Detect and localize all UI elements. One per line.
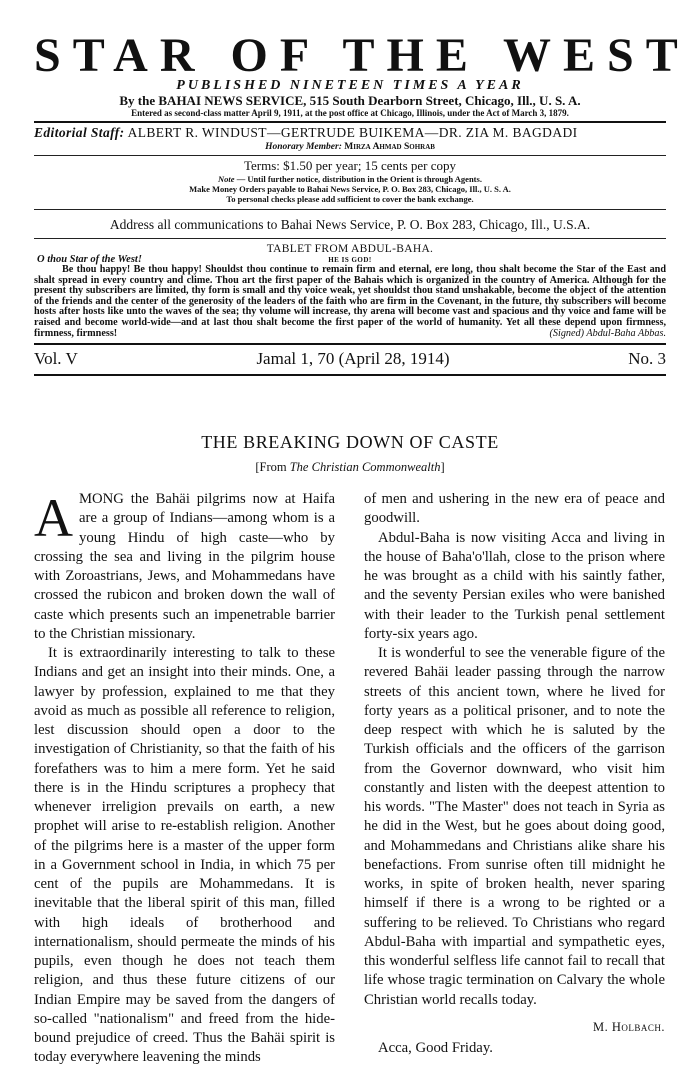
tablet-body xyxy=(34,265,666,339)
paragraph-4: It is wonderful to see the venerable figure of the revered Bahäi leader passing through the narrow streets of this ancient town, where he lived for forty years as a political prisoner, and to note the deep respect with which he is saluted by the Turkish officials and the officers of the garrison from the Governor downward, who visit him constantly and listen with the deepest attention to his words. "The Master" does not teach in Syria as he did in the West, but he goes about doing good, and Mohammedans and Christians alike share his benefactions. From sunrise often till midnight he works, in spite of broken health, never sparing himself if there is a wrong to be righted or a suffering to be relieved. To Christians who regard Abdul-Baha with impartial and sympathetic eyes, this wonderful selfless life cannot fail to recall that life whose tragic termination on Calvary the whole Christian world recalls today. xyxy=(364,645,665,1008)
paragraph-1 xyxy=(34,490,335,644)
check-note: To personal checks please add sufficient to cover the bank exchange. xyxy=(226,194,474,204)
divider xyxy=(34,374,666,376)
note-text: — Until further notice, distribution in the Orient is through Agents. xyxy=(234,174,482,184)
author-signature: M. Holbach. xyxy=(592,1019,665,1034)
tablet-title: TABLET FROM ABDUL-BAHA. xyxy=(266,243,434,255)
divider xyxy=(34,155,666,156)
issue-date: Jamal 1, 70 (April 28, 1914) xyxy=(256,349,450,368)
money-order-note: Make Money Orders payable to Bahai News Service, P. O. Box 283, Chicago, Ill., U. S. A. xyxy=(189,184,511,194)
divider xyxy=(34,209,666,210)
tablet-text: Be thou happy! Be thou happy! Shouldst thou continue to remain firm and eternal, ere long, thou shalt become the Star of the East and shalt spread in every country and clime. Thou art the first paper of the Bahais which is organized in the country of America. Although for the present thy subscribers are limited, thy form is small and thy voice weak, yet shouldst thou stand unshakable, become the object of the attention of the friends and the center of the generosity of the leaders of the faith who are firm in the Covenant, in the future, thy subscribers will become hosts after hosts like unto the waves of the sea; thy volume will increase, thy arena will become vast and spacious and thy voice and fame will be raised and become world-wide—and at last thou shalt become the first paper of the world of humanity. Yet all these depend upon firmness, firmness, firmness! xyxy=(34,264,666,339)
source-suffix: ] xyxy=(440,460,445,474)
issue-volume: Vol. V xyxy=(34,349,78,368)
address-line: Address all communications to Bahai News Service, P. O. Box 283, Chicago, Ill., U.S.A. xyxy=(109,217,591,232)
tablet-invocation: HE IS GOD! xyxy=(328,256,372,264)
paragraph-2-continued: of men and ushering in the new era of peace and goodwill. xyxy=(364,491,665,527)
dateline: Acca, Good Friday. xyxy=(378,1040,493,1056)
editorial-staff xyxy=(34,125,666,141)
tablet-salutation: O thou Star of the West! xyxy=(37,254,142,265)
divider xyxy=(34,238,666,239)
mailing-entry-notice: Entered as second-class matter April 9, 1911, at the post office at Chicago, Illinois, under the Act of March 3, 1879. xyxy=(131,108,569,118)
paragraph-1-text: MONG the Bahäi pilgrims now at Haifa are a group of Indians—among whom is a young Hindu of high caste—who by crossing the sea and living in the pilgrim house with Zoroastrians, Jews, and Mohammedans have crossed the rubicon and broken down the wall of caste which presents such an impenetrable barrier to the Christian missionary. xyxy=(34,491,335,642)
paragraph-3: Abdul-Baha is now visiting Acca and living in the house of Baha'o'llah, close to the prison where he was brought as a child with his saintly father, and the seventy Persian exiles who were banished with their leader to the Turkish penal settlement forty-six years ago. xyxy=(364,529,665,642)
editorial-staff-label: Editorial Staff: xyxy=(34,125,125,140)
article-column-right xyxy=(364,490,665,1058)
honorary-member-name: Mirza Ahmad Sohrab xyxy=(344,142,435,152)
issue-line xyxy=(34,349,666,369)
article-title: THE BREAKING DOWN OF CASTE xyxy=(201,432,499,452)
note-label: Note xyxy=(218,174,235,184)
honorary-member xyxy=(0,142,700,152)
masthead-subtitle: PUBLISHED NINETEEN TIMES A YEAR xyxy=(176,78,524,93)
subscription-terms: Terms: $1.50 per year; 15 cents per copy xyxy=(243,158,457,173)
source-prefix: [From xyxy=(255,460,290,474)
article-source xyxy=(0,460,700,475)
distribution-note xyxy=(0,174,700,184)
masthead-byline: By the BAHAI NEWS SERVICE, 515 South Dearborn Street, Chicago, Ill., U. S. A. xyxy=(119,93,581,108)
drop-cap: A xyxy=(34,488,73,548)
divider xyxy=(34,343,666,345)
divider xyxy=(34,121,666,123)
issue-number: No. 3 xyxy=(628,349,666,368)
article-column-left xyxy=(34,490,335,1068)
paragraph-2: It is extraordinarily interesting to talk to these Indians and get an insight into their minds. One, a lawyer by profession, explained to me that they avoid as much as possible all reference to religion, lest discussion should open a door to the investigation of Christianity, so that the faith of his forefathers was to him a mere form. Yet he said there is in the Hindu scriptures a prophecy that whenever irreligion prevails on earth, a new prophet will arise to re-establish religion. Another of the pilgrims here is a master of the upper form in a Government school in India, in which 75 per cent of the pupils are Mohammedans. It is inevitable that the liberal spirit of this man, filled with high ideals of brotherhood and internationalism, should permeate the minds of his pupils, even though he does not teach them religion, and thus these future citizens of our Indian Empire may be saved from the dangers of so-called "nationalism" and freed from the hide-bound prejudice of creed. Thus the Bahäi spirit is today everywhere leavening the minds xyxy=(34,645,335,1066)
editorial-staff-names: ALBERT R. WINDUST—GERTRUDE BUIKEMA—DR. ZIA M. BAGDADI xyxy=(127,125,578,140)
masthead-title: STAR OF THE WEST xyxy=(34,29,690,82)
tablet-signature: (Signed) Abdul-Baha Abbas. xyxy=(549,327,666,339)
source-publication: The Christian Commonwealth xyxy=(289,460,441,474)
honorary-member-label: Honorary Member: xyxy=(265,142,342,152)
